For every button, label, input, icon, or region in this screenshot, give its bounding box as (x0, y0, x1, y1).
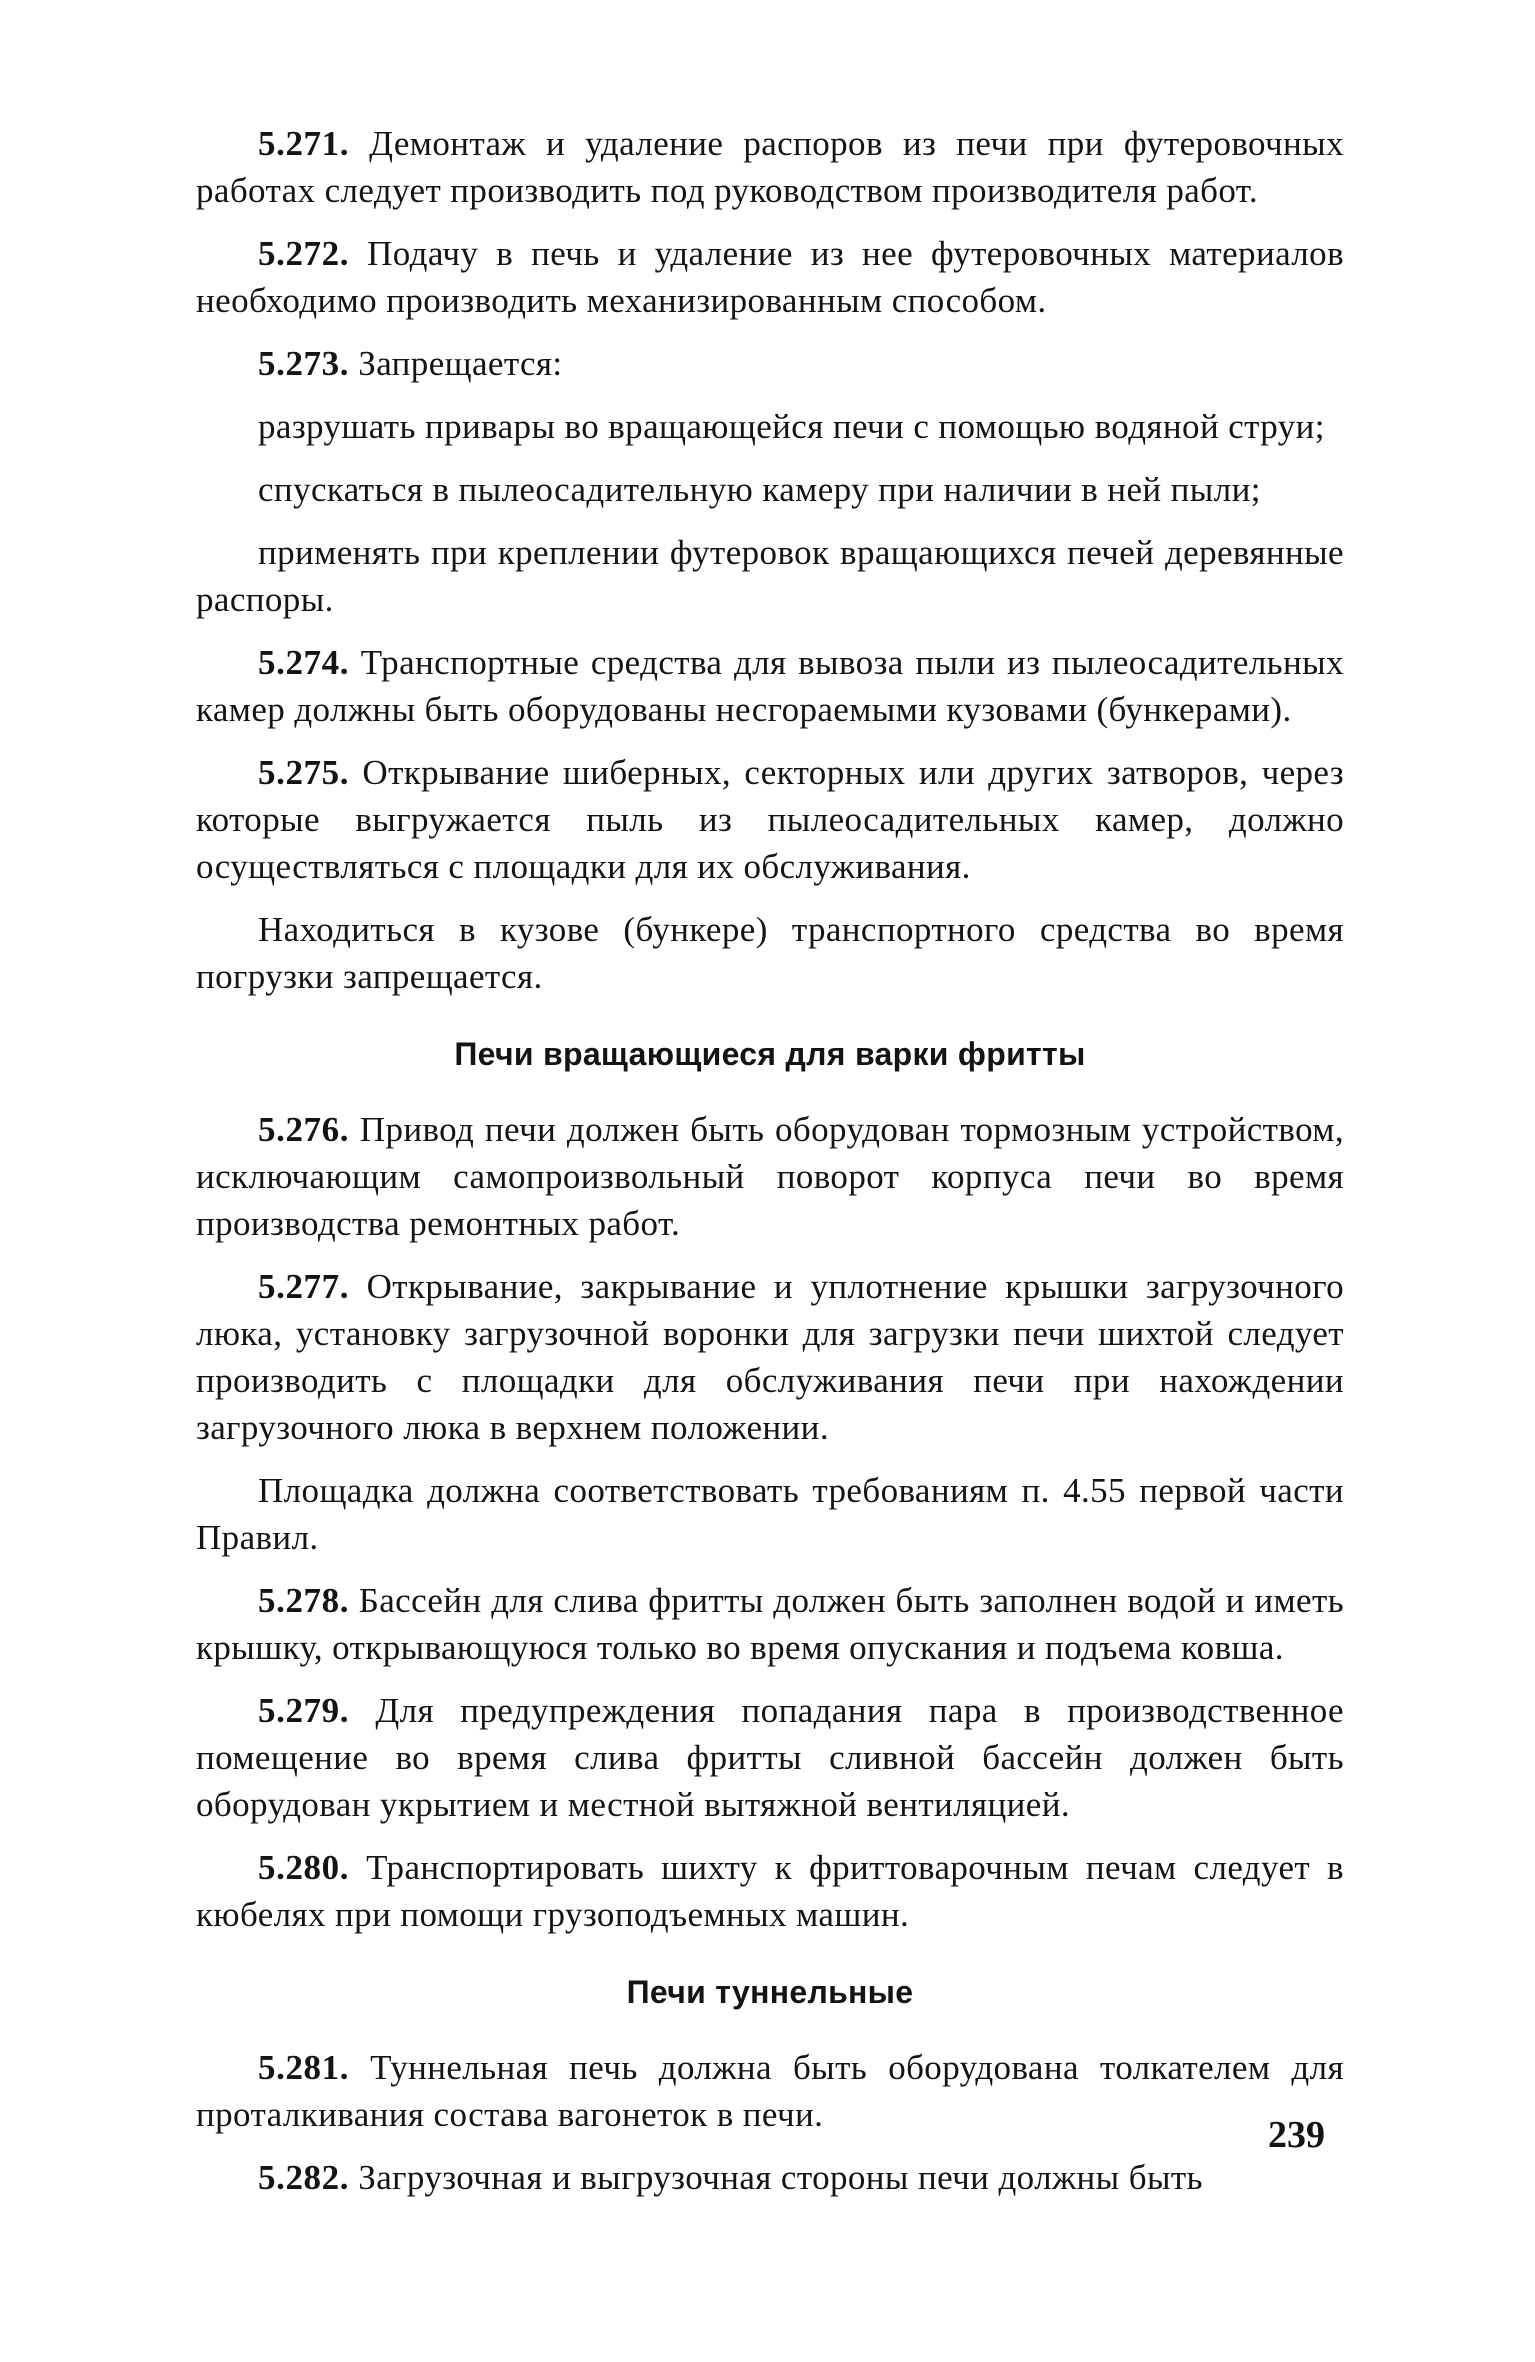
clause-number: 5.278. (258, 1581, 350, 1620)
paragraph (196, 749, 1344, 890)
paragraph (196, 340, 1344, 387)
paragraph (196, 529, 1344, 623)
clause-number: 5.280. (258, 1848, 350, 1887)
paragraph (196, 2154, 1344, 2201)
paragraph (196, 1577, 1344, 1671)
paragraph (196, 906, 1344, 1000)
paragraph-text: разрушать привары во вращающейся печи с помощью водяной струи; (258, 407, 1325, 446)
paragraph-text: Открывание, закрывание и уплотнение крышки загрузочного люка, установку загрузочной воронки для загрузки печи шихтой следует производить с площадки для обслуживания печи при нахождении загрузочного люка в верхнем положении. (196, 1267, 1344, 1447)
clause-number: 5.282. (258, 2158, 350, 2197)
paragraph-text: Находиться в кузове (бункере) транспортного средства во время погрузки запрещается. (196, 910, 1344, 996)
paragraph (196, 230, 1344, 324)
paragraph (196, 120, 1344, 214)
paragraph (196, 1263, 1344, 1451)
paragraph-text: Демонтаж и удаление распоров из печи при футеровочных работах следует производить под руководством производителя работ. (196, 124, 1344, 210)
paragraph (196, 403, 1344, 450)
paragraph-text: применять при креплении футеровок вращающихся печей деревянные распоры. (196, 533, 1344, 619)
clause-number: 5.273. (258, 344, 350, 383)
clause-number: 5.277. (258, 1267, 350, 1306)
paragraph-text: Загрузочная и выгрузочная стороны печи должны быть (358, 2158, 1203, 2197)
section-heading: Печи туннельные (626, 1974, 914, 2010)
clause-number: 5.271. (258, 124, 350, 163)
paragraph (196, 1687, 1344, 1828)
paragraph-text: Для предупреждения попадания пара в производственное помещение во время слива фритты сливной бассейн должен быть оборудован укрытием и местной вытяжной вентиляцией. (196, 1691, 1344, 1824)
paragraph-text: Площадка должна соответствовать требованиям п. 4.55 первой части Правил. (196, 1471, 1344, 1557)
section-heading: Печи вращающиеся для варки фритты (454, 1036, 1086, 1072)
paragraph-text: Открывание шиберных, секторных или других затворов, через которые выгружается пыль из пылеосадительных камер, должно осуществляться с площадки для их обслуживания. (196, 753, 1344, 886)
paragraph-text: Транспортировать шихту к фриттоварочным печам следует в кюбелях при помощи грузоподъемных машин. (196, 1848, 1344, 1934)
paragraph-text: Транспортные средства для вывоза пыли из пылеосадительных камер должны быть оборудованы несгораемыми кузовами (бункерами). (196, 643, 1344, 729)
paragraph (196, 1844, 1344, 1938)
clause-number: 5.272. (258, 234, 350, 273)
paragraph (196, 2044, 1344, 2138)
text-column (196, 120, 1344, 2217)
clause-number: 5.274. (258, 643, 350, 682)
paragraph (196, 1467, 1344, 1561)
paragraph (196, 1106, 1344, 1247)
clause-number: 5.275. (258, 753, 350, 792)
paragraph-text: Запрещается: (358, 344, 563, 383)
paragraph-text: Подачу в печь и удаление из нее футеровочных материалов необходимо производить механизированным способом. (196, 234, 1345, 320)
paragraph-text: спускаться в пылеосадительную камеру при наличии в ней пыли; (258, 470, 1261, 509)
clause-number: 5.276. (258, 1110, 350, 1149)
clause-number: 5.281. (258, 2048, 350, 2087)
paragraph-text: Бассейн для слива фритты должен быть заполнен водой и иметь крышку, открывающуюся только во время опускания и подъема ковша. (196, 1581, 1345, 1667)
paragraph (196, 466, 1344, 513)
paragraph-text: Привод печи должен быть оборудован тормозным устройством, исключающим самопроизвольный поворот корпуса печи во время производства ремонтных работ. (196, 1110, 1344, 1243)
clause-number: 5.279. (258, 1691, 350, 1730)
paragraph (196, 639, 1344, 733)
paragraph-text: Туннельная печь должна быть оборудована толкателем для проталкивания состава вагонеток в печи. (196, 2048, 1344, 2134)
page-number: 239 (1268, 2114, 1325, 2156)
